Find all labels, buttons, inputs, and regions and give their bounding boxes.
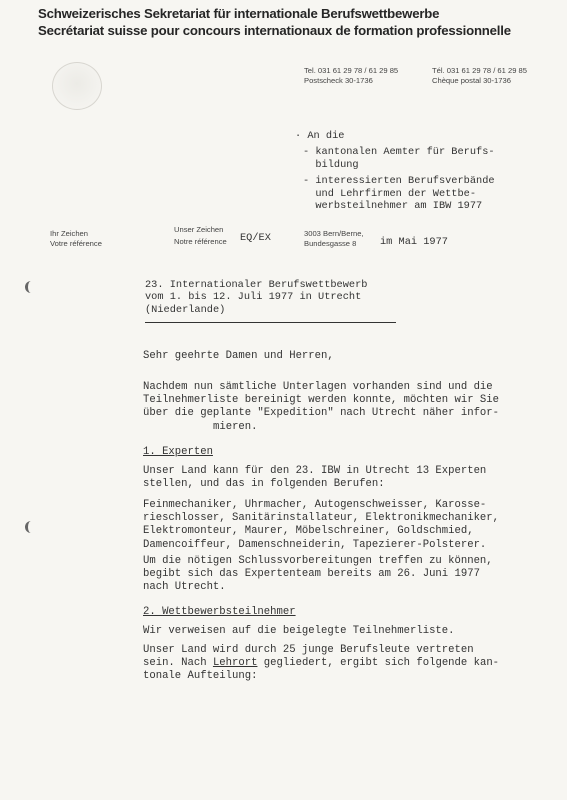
recipient-line: - kantonalen Aemter für Berufs- — [303, 146, 495, 159]
section2-line: tonale Aufteilung: — [143, 670, 258, 683]
profession-line: Elektromonteur, Maurer, Möbelschreiner, Goldschmied, — [143, 525, 474, 538]
section1-heading: 1. Experten — [143, 446, 213, 458]
postcheck-fr: Chèque postal 30-1736 — [432, 76, 511, 85]
contact-block-de — [304, 66, 398, 86]
intro-line: mieren. — [213, 420, 258, 433]
contact-block-fr — [432, 66, 527, 86]
your-reference-label — [50, 229, 102, 249]
sender-address-line2: Bundesgasse 8 — [304, 239, 357, 248]
subject-block — [145, 279, 367, 316]
section1-line: begibt sich das Expertenteam bereits am 26. Juni 1977 — [143, 568, 480, 581]
section2-paragraph1: Wir verweisen auf die beigelegte Teilnehmerliste. — [143, 625, 455, 637]
subject-line: 23. Internationaler Berufswettbewerb — [145, 279, 368, 291]
section2-heading: 2. Wettbewerbsteilnehmer — [143, 606, 296, 618]
punch-hole — [25, 281, 38, 293]
sender-address-line1: 3003 Bern/Berne, — [304, 229, 364, 238]
our-reference-value: EQ/EX — [240, 232, 271, 244]
recipient-line: bildung — [303, 158, 359, 171]
subject-line: vom 1. bis 12. Juli 1977 in Utrecht — [145, 291, 362, 304]
section2-line — [143, 657, 499, 670]
punch-hole — [25, 521, 38, 533]
subject-underline — [145, 322, 396, 323]
section1-line: stellen, und das in folgenden Berufen: — [143, 478, 385, 491]
postcheck-de: Postscheck 30-1736 — [304, 76, 373, 85]
our-reference-label-de: Unser Zeichen — [174, 225, 224, 234]
your-reference-label-fr: Votre référence — [50, 239, 102, 248]
section2-text: sein. Nach — [143, 657, 213, 670]
profession-line: rieschlosser, Sanitärinstallateur, Elektronikmechaniker, — [143, 512, 500, 525]
recipient-line: - interessierten Berufsverbände — [303, 175, 495, 188]
lehrort-underlined: Lehrort — [212, 657, 258, 670]
intro-paragraph — [143, 381, 499, 434]
your-reference-label-de: Ihr Zeichen — [50, 229, 88, 238]
letterhead-german: Schweizerisches Sekretariat für internationale Berufswettbewerbe — [38, 6, 440, 21]
our-reference-label-fr: Notre référence — [174, 237, 227, 246]
section1-line: Um die nötigen Schlussvorbereitungen treffen zu können, — [143, 555, 493, 567]
federal-seal-emblem — [52, 62, 102, 110]
letter-date: im Mai 1977 — [380, 236, 448, 248]
section1-professions — [143, 499, 499, 552]
intro-line: Teilnehmerliste bereinigt werden konnte, möchten wir Sie — [143, 394, 500, 407]
section1-paragraph3 — [143, 555, 493, 595]
section2-text: gegliedert, ergibt sich folgende kan- — [257, 657, 500, 670]
phone-fr: Tél. 031 61 29 78 / 61 29 85 — [432, 66, 527, 75]
profession-line: Feinmechaniker, Uhrmacher, Autogenschweisser, Karosse- — [143, 499, 487, 511]
section2-line: Unser Land wird durch 25 junge Berufsleute vertreten — [143, 644, 474, 656]
recipient-block: · An die - kantonalen Aemter für Berufs- bildung - interessierten Berufsverbände und Lehrfirmen der Wettbe- werbsteilnehmer am IBW 1977 — [295, 130, 495, 213]
intro-line: über die geplante "Expedition" nach Utrecht näher infor- — [143, 407, 500, 420]
letterhead-french: Secrétariat suisse pour concours internationaux de formation professionnelle — [38, 23, 511, 38]
section2-paragraph2 — [143, 644, 499, 684]
recipient-intro: An die — [307, 130, 345, 142]
recipient-line: und Lehrfirmen der Wettbe- — [303, 187, 477, 200]
salutation: Sehr geehrte Damen und Herren, — [143, 350, 334, 362]
section1-paragraph1 — [143, 465, 486, 491]
phone-de: Tel. 031 61 29 78 / 61 29 85 — [304, 66, 399, 75]
section1-line: nach Utrecht. — [143, 581, 226, 594]
intro-line: Nachdem nun sämtliche Unterlagen vorhanden sind und die — [143, 381, 493, 393]
sender-address — [304, 229, 364, 249]
profession-line: Damencoiffeur, Damenschneiderin, Tapezierer-Polsterer. — [143, 538, 487, 551]
our-reference-label — [174, 225, 227, 247]
subject-line: (Niederlande) — [145, 303, 226, 316]
recipient-line: werbsteilnehmer am IBW 1977 — [303, 200, 483, 213]
section1-line: Unser Land kann für den 23. IBW in Utrecht 13 Experten — [143, 465, 487, 477]
